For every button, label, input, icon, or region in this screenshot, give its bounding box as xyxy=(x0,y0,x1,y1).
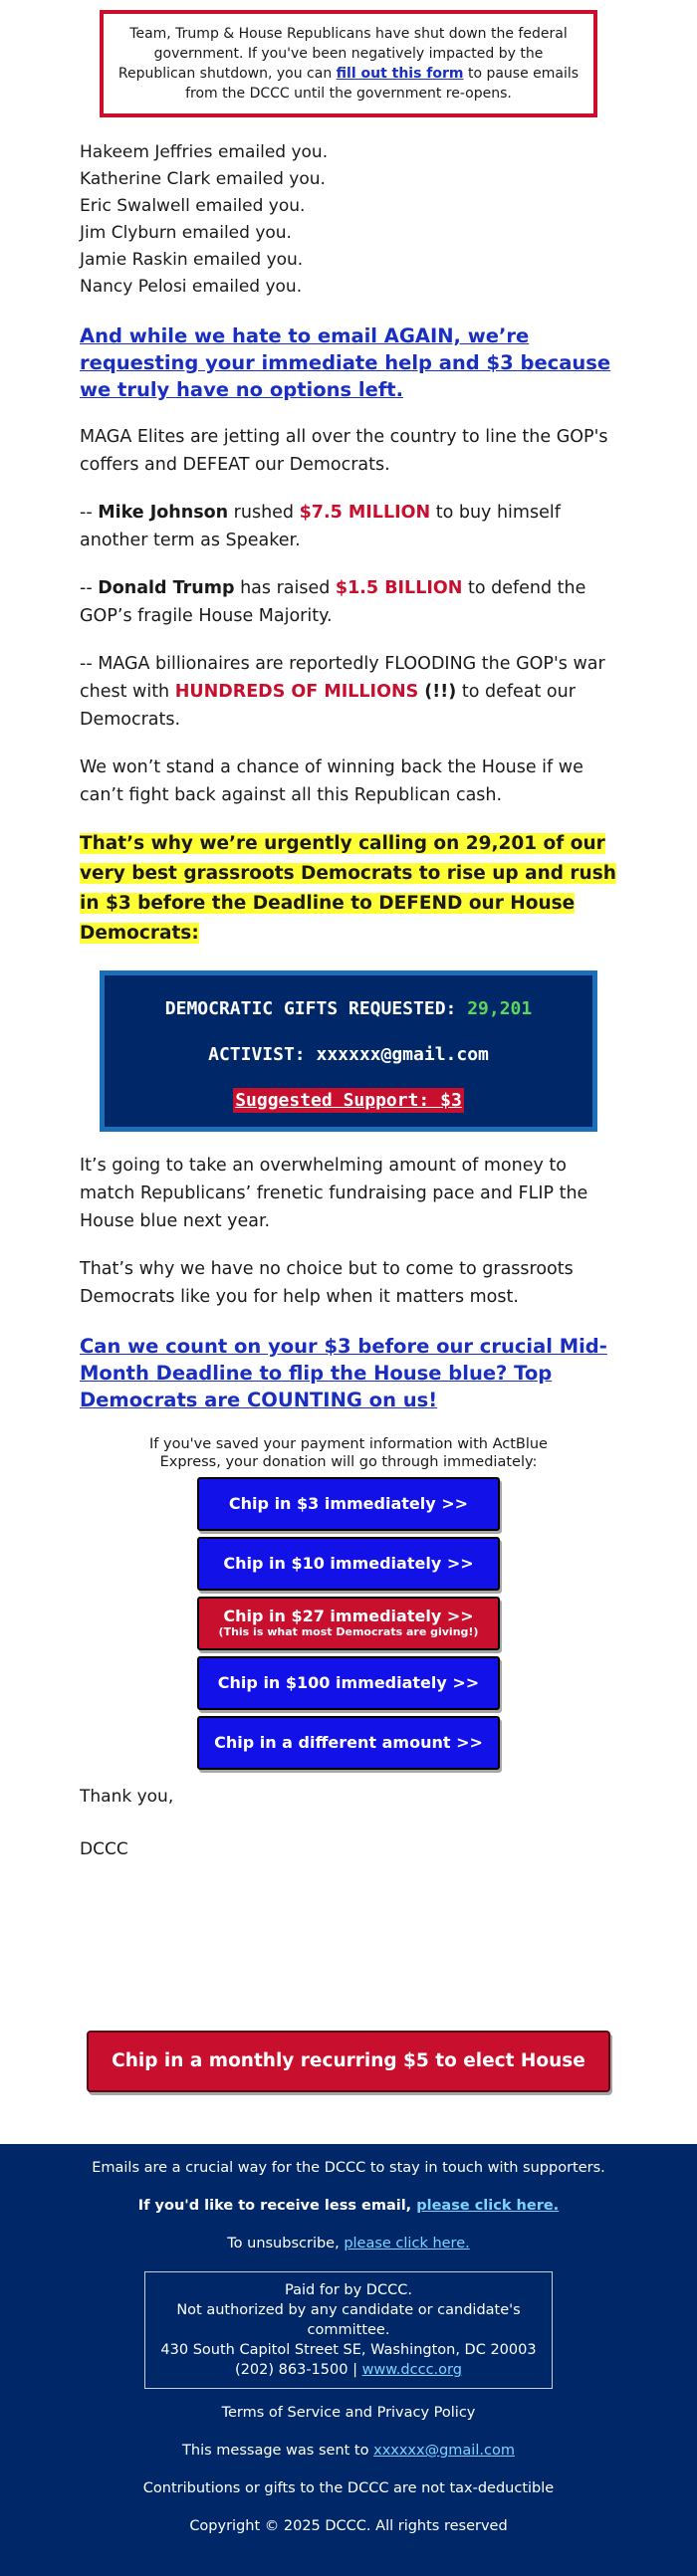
footer-unsubscribe xyxy=(0,2234,697,2254)
main-content xyxy=(0,139,697,949)
phone-text: (202) 863-1500 | xyxy=(235,2362,362,2378)
p3-mid: has raised xyxy=(234,578,336,598)
less-email-link[interactable]: please click here. xyxy=(416,2198,560,2214)
footer-crucial-text: Emails are a crucial way for the DCCC to stay in touch with supporters. xyxy=(92,2160,605,2176)
signoff-block xyxy=(0,1784,697,1863)
chip-100-button[interactable]: Chip in $100 immediately >> xyxy=(197,1656,500,1710)
website-link[interactable]: www.dccc.org xyxy=(361,2362,462,2378)
paid-for-box xyxy=(144,2271,553,2389)
paragraph-urgent-call xyxy=(80,829,617,949)
sent-to-text: This message was sent to xyxy=(182,2443,374,2459)
p2-mid: rushed xyxy=(228,503,300,523)
unsubscribe-text: To unsubscribe, xyxy=(227,2236,345,2252)
notice-text-before: Team, Trump & House Republicans have shut down the federal government. If you've been negatively impacted by the Republican shutdown, you can xyxy=(117,26,568,82)
chip-27-sublabel: (This is what most Democrats are giving!) xyxy=(218,1625,479,1638)
unsubscribe-link[interactable]: please click here. xyxy=(344,2236,470,2252)
activist-email: xxxxxx@gmail.com xyxy=(316,1044,489,1065)
footer xyxy=(0,2144,697,2576)
suggested-support-link[interactable]: Suggested Support: $3 xyxy=(235,1090,462,1111)
p3-tail: to defend the GOP’s fragile House Majority. xyxy=(80,578,586,626)
p2-name: Mike Johnson xyxy=(98,503,229,523)
p3-lead: -- xyxy=(80,578,99,598)
tax-deductible-note: Contributions or gifts to the DCCC are not tax-deductible xyxy=(142,2480,555,2496)
emailer-line: Jamie Raskin emailed you. xyxy=(80,250,304,270)
chip-27-button[interactable] xyxy=(197,1597,500,1650)
paragraph-maga-elites: MAGA Elites are jetting all over the country to line the GOP's coffers and DEFEAT our Democrats. xyxy=(80,427,608,475)
headline-link-1[interactable]: And while we hate to email AGAIN, we’re requesting your immediate help and $3 because we truly have no options left. xyxy=(80,324,611,401)
paragraph-overwhelming: It’s going to take an overwhelming amount of money to match Republicans’ frenetic fundraising pace and FLIP the House blue next year. xyxy=(80,1156,588,1231)
gifts-requested-value: 29,201 xyxy=(467,998,533,1019)
emailer-line: Nancy Pelosi emailed you. xyxy=(80,277,303,297)
monthly-recurring-button[interactable]: Chip in a monthly recurring $5 to elect House Dems >> xyxy=(87,2031,610,2092)
not-authorized-text: Not authorized by any candidate or candidate's committee. xyxy=(176,2302,521,2338)
copyright-text: Copyright © 2025 DCCC. All rights reserved xyxy=(189,2518,508,2534)
thank-you-text: Thank you, xyxy=(80,1787,174,1807)
address-text: 430 South Capitol Street SE, Washington, DC 20003 xyxy=(160,2342,537,2358)
sent-to-email-link[interactable]: xxxxxx@gmail.com xyxy=(373,2443,515,2459)
actblue-note-text: If you've saved your payment information with ActBlue Express, your donation will go through immediately: xyxy=(149,1436,548,1470)
p2-tail: to buy himself another term as Speaker. xyxy=(80,503,561,550)
p4-tail: to defeat our Democrats. xyxy=(80,682,576,730)
suggested-row xyxy=(105,1087,592,1133)
paragraph-fight-back: We won’t stand a chance of winning back the House if we can’t fight back against all this Republican cash. xyxy=(80,757,583,805)
terms-privacy-link[interactable]: Terms of Service and Privacy Policy xyxy=(221,2405,476,2421)
paragraph-mike-johnson xyxy=(80,499,617,554)
chip-10-button[interactable]: Chip in $10 immediately >> xyxy=(197,1537,500,1591)
gift-request-box xyxy=(100,970,597,1132)
p3-amount: $1.5 BILLION xyxy=(335,578,463,598)
email-body xyxy=(0,10,697,2576)
emailer-line: Jim Clyburn emailed you. xyxy=(80,223,292,243)
chip-3-button[interactable]: Chip in $3 immediately >> xyxy=(197,1477,500,1531)
activist-row xyxy=(105,1041,592,1087)
paragraph-no-choice: That’s why we have no choice but to come to grassroots Democrats like you for help when it matters most. xyxy=(80,1259,574,1307)
footer-less-email xyxy=(0,2196,697,2216)
emailers-list xyxy=(80,139,617,301)
main-content-2 xyxy=(0,1152,697,1413)
emailer-line: Eric Swalwell emailed you. xyxy=(80,196,306,216)
p2-amount: $7.5 MILLION xyxy=(299,503,431,523)
donate-button-stack xyxy=(197,1477,500,1770)
signature: DCCC xyxy=(80,1839,128,1859)
emailer-line: Katherine Clark emailed you. xyxy=(80,169,326,189)
p4-bang: (!!) xyxy=(418,682,457,702)
headline-link-2[interactable]: Can we count on your $3 before our crucial Mid-Month Deadline to flip the House blue? Top Democrats are COUNTING on us! xyxy=(80,1335,607,1411)
paid-for-text: Paid for by DCCC. xyxy=(285,2282,412,2298)
gifts-requested-label: DEMOCRATIC GIFTS REQUESTED: xyxy=(164,998,468,1019)
p4-amount: HUNDREDS OF MILLIONS xyxy=(174,682,419,702)
chip-27-label: Chip in $27 immediately >> xyxy=(223,1607,474,1625)
notice-text-after: to pause emails from the DCCC until the government re-opens. xyxy=(185,66,580,102)
emailer-line: Hakeem Jeffries emailed you. xyxy=(80,142,329,162)
footer-sent-to xyxy=(0,2441,697,2461)
paragraph-billionaires xyxy=(80,650,617,734)
p2-lead: -- xyxy=(80,503,99,523)
fill-out-form-link[interactable]: fill out this form xyxy=(336,66,464,82)
chip-other-amount-button[interactable]: Chip in a different amount >> xyxy=(197,1716,500,1770)
p4-lead: -- MAGA billionaires are reportedly FLOODING the GOP's war chest with xyxy=(80,654,605,702)
highlighted-call: That’s why we’re urgently calling on 29,201 of our very best grassroots Democrats to rise up and rush in $3 before the Deadline to DEFEND our House Democrats: xyxy=(80,833,616,944)
actblue-express-note xyxy=(0,1435,697,1471)
gifts-requested-row xyxy=(105,995,592,1041)
paragraph-donald-trump xyxy=(80,574,617,630)
contact-line xyxy=(151,2360,546,2380)
activist-label: ACTIVIST: xyxy=(208,1044,317,1065)
shutdown-notice xyxy=(100,10,597,117)
p3-name: Donald Trump xyxy=(98,578,235,598)
less-email-text: If you'd like to receive less email, xyxy=(137,2198,417,2214)
